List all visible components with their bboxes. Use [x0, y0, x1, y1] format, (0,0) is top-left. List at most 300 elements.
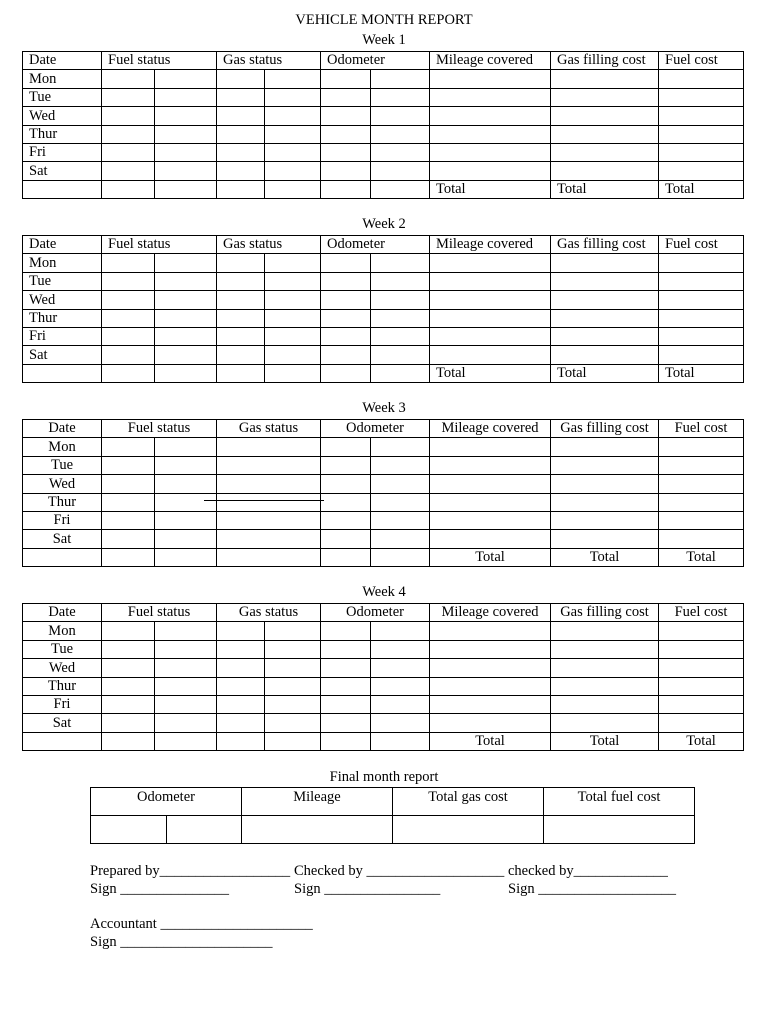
cell-divider — [264, 659, 265, 676]
table-cell — [23, 180, 102, 198]
table-cell: Fri — [23, 143, 102, 161]
checked-by-line: Checked by ___________________ — [294, 863, 505, 879]
sign-line-2: Sign ________________ — [294, 881, 441, 897]
table-cell — [217, 162, 321, 180]
cell-divider — [264, 273, 265, 290]
table-cell — [430, 309, 551, 327]
column-header: Gas filling cost — [551, 52, 659, 70]
table-cell: Sat — [23, 530, 102, 548]
table-cell — [321, 456, 430, 474]
table-cell — [430, 475, 551, 493]
cell-divider — [154, 530, 155, 547]
table-cell — [659, 456, 744, 474]
cell-divider — [154, 659, 155, 676]
cell-divider — [264, 107, 265, 124]
table-cell — [430, 714, 551, 732]
table-row — [23, 511, 744, 529]
table-cell — [551, 659, 659, 677]
week-label: Week 3 — [362, 400, 406, 416]
cell-divider — [264, 89, 265, 106]
table-cell — [659, 88, 744, 106]
table-cell — [430, 272, 551, 290]
cell-divider — [154, 696, 155, 713]
table-cell — [551, 291, 659, 309]
table-cell — [321, 291, 430, 309]
column-header: Fuel cost — [659, 236, 744, 254]
cell-divider — [264, 733, 265, 750]
cell-divider — [154, 622, 155, 639]
table-cell — [551, 438, 659, 456]
table-cell — [217, 327, 321, 345]
table-cell — [659, 511, 744, 529]
column-header: Odometer — [321, 236, 430, 254]
table-cell — [217, 677, 321, 695]
table-row — [23, 677, 744, 695]
table-cell — [551, 309, 659, 327]
table-cell — [430, 677, 551, 695]
cell-divider — [154, 310, 155, 327]
table-cell — [217, 291, 321, 309]
column-header: Mileage covered — [430, 236, 551, 254]
table-cell — [659, 475, 744, 493]
final-cell-odometer — [91, 816, 242, 844]
table-cell — [217, 272, 321, 290]
cell-divider — [154, 549, 155, 566]
table-cell — [217, 125, 321, 143]
column-header: Gas filling cost — [551, 420, 659, 438]
column-header: Fuel status — [102, 236, 217, 254]
column-header: Mileage covered — [430, 420, 551, 438]
cell-divider — [370, 162, 371, 179]
header-row — [23, 420, 744, 438]
column-header: Gas status — [217, 420, 321, 438]
table-cell — [430, 659, 551, 677]
table-cell: Thur — [23, 493, 102, 511]
cell-divider — [370, 438, 371, 455]
cell-divider — [370, 310, 371, 327]
table-cell — [430, 143, 551, 161]
table-cell — [102, 511, 217, 529]
column-header: Fuel cost — [659, 52, 744, 70]
column-header: Date — [23, 236, 102, 254]
cell-divider — [154, 346, 155, 363]
table-cell — [102, 143, 217, 161]
column-header: Gas filling cost — [551, 604, 659, 622]
table-row — [23, 180, 744, 198]
column-header: Gas status — [217, 236, 321, 254]
table-cell — [23, 548, 102, 566]
table-cell — [321, 438, 430, 456]
table-cell: Total — [430, 732, 551, 750]
cell-divider — [370, 181, 371, 198]
table-cell — [102, 659, 217, 677]
cell-divider — [264, 70, 265, 87]
table-cell — [659, 254, 744, 272]
table-cell — [102, 732, 217, 750]
cell-divider — [166, 816, 167, 843]
table-row — [23, 640, 744, 658]
table-row — [23, 143, 744, 161]
table-row — [23, 327, 744, 345]
table-cell — [217, 659, 321, 677]
table-cell — [430, 456, 551, 474]
cell-divider — [154, 494, 155, 511]
table-cell: Thur — [23, 125, 102, 143]
table-cell — [659, 695, 744, 713]
cell-divider — [264, 678, 265, 695]
table-cell — [217, 107, 321, 125]
table-cell — [102, 695, 217, 713]
table-cell: Total — [430, 180, 551, 198]
table-cell — [102, 493, 217, 511]
cell-divider — [264, 254, 265, 271]
column-header: Fuel cost — [659, 604, 744, 622]
table-row — [23, 70, 744, 88]
table-cell — [430, 327, 551, 345]
table-cell: Total — [551, 548, 659, 566]
final-header-total-fuel-cost: Total fuel cost — [544, 788, 695, 816]
cell-divider — [370, 512, 371, 529]
cell-divider — [154, 733, 155, 750]
table-cell — [102, 677, 217, 695]
table-cell — [23, 732, 102, 750]
table-cell — [102, 456, 217, 474]
table-row — [23, 493, 744, 511]
table-cell — [321, 254, 430, 272]
table-cell — [659, 677, 744, 695]
cell-divider — [264, 622, 265, 639]
table-cell: Total — [551, 364, 659, 382]
table-cell — [430, 70, 551, 88]
table-cell — [551, 272, 659, 290]
column-header: Mileage covered — [430, 52, 551, 70]
table-row — [23, 732, 744, 750]
table-cell — [551, 162, 659, 180]
table-cell: Total — [430, 548, 551, 566]
table-cell — [102, 125, 217, 143]
table-cell — [659, 493, 744, 511]
table-row — [23, 695, 744, 713]
cell-divider — [154, 273, 155, 290]
checked-by-2-line: checked by_____________ — [508, 863, 668, 879]
table-cell — [321, 640, 430, 658]
cell-divider — [264, 696, 265, 713]
table-cell — [102, 88, 217, 106]
table-cell: Fri — [23, 511, 102, 529]
table-cell — [217, 346, 321, 364]
final-header-total-gas-cost: Total gas cost — [393, 788, 544, 816]
table-cell — [217, 475, 321, 493]
table-cell — [430, 291, 551, 309]
cell-divider — [154, 365, 155, 382]
table-cell — [217, 70, 321, 88]
cell-divider — [264, 328, 265, 345]
table-cell — [430, 346, 551, 364]
table-cell — [659, 346, 744, 364]
table-cell — [102, 291, 217, 309]
table-cell — [659, 70, 744, 88]
column-header: Fuel status — [102, 420, 217, 438]
cell-divider — [370, 678, 371, 695]
table-cell — [551, 107, 659, 125]
table-cell — [217, 530, 321, 548]
table-cell — [321, 180, 430, 198]
table-cell: Total — [551, 732, 659, 750]
table-cell — [321, 695, 430, 713]
cell-divider — [370, 144, 371, 161]
cell-divider — [264, 291, 265, 308]
table-cell — [321, 475, 430, 493]
table-row — [23, 530, 744, 548]
final-header-odometer: Odometer — [91, 788, 242, 816]
week-label: Week 4 — [362, 584, 406, 600]
cell-divider — [154, 254, 155, 271]
cell-divider — [264, 641, 265, 658]
cell-divider — [370, 696, 371, 713]
table-row — [23, 548, 744, 566]
table-row — [23, 88, 744, 106]
table-cell — [551, 677, 659, 695]
table-cell — [430, 622, 551, 640]
column-header: Date — [23, 52, 102, 70]
week-table — [22, 235, 744, 383]
column-header: Gas status — [217, 604, 321, 622]
table-cell — [217, 695, 321, 713]
table-cell — [430, 640, 551, 658]
table-row — [23, 162, 744, 180]
table-cell — [321, 88, 430, 106]
column-header: Fuel status — [102, 52, 217, 70]
table-cell — [321, 659, 430, 677]
table-cell — [551, 511, 659, 529]
cell-divider — [264, 126, 265, 143]
cell-divider — [154, 714, 155, 731]
table-row — [23, 107, 744, 125]
table-row — [23, 254, 744, 272]
column-header: Fuel status — [102, 604, 217, 622]
table-cell — [321, 162, 430, 180]
table-cell — [217, 456, 321, 474]
table-cell: Fri — [23, 695, 102, 713]
cell-divider — [154, 126, 155, 143]
cell-divider — [370, 70, 371, 87]
table-cell: Mon — [23, 254, 102, 272]
table-row — [23, 272, 744, 290]
table-cell — [102, 327, 217, 345]
cell-divider — [154, 678, 155, 695]
cell-divider — [370, 89, 371, 106]
table-cell — [321, 493, 430, 511]
table-cell — [217, 309, 321, 327]
table-cell — [659, 107, 744, 125]
table-cell — [430, 162, 551, 180]
table-cell: Wed — [23, 291, 102, 309]
report-title: VEHICLE MONTH REPORT — [295, 12, 473, 28]
table-cell — [321, 346, 430, 364]
table-cell — [551, 143, 659, 161]
table-cell: Total — [659, 364, 744, 382]
table-cell — [659, 659, 744, 677]
column-header: Gas status — [217, 52, 321, 70]
table-cell — [321, 732, 430, 750]
cell-divider — [264, 365, 265, 382]
cell-divider — [264, 144, 265, 161]
table-cell: Tue — [23, 88, 102, 106]
table-cell — [102, 364, 217, 382]
cell-divider — [264, 310, 265, 327]
stray-line — [204, 500, 324, 501]
table-cell — [217, 640, 321, 658]
table-cell: Tue — [23, 272, 102, 290]
cell-divider — [370, 475, 371, 492]
table-cell — [551, 456, 659, 474]
week-table — [22, 603, 744, 751]
table-row — [23, 622, 744, 640]
table-cell — [551, 714, 659, 732]
cell-divider — [154, 641, 155, 658]
cell-divider — [264, 346, 265, 363]
table-cell: Sat — [23, 162, 102, 180]
table-cell — [102, 475, 217, 493]
table-cell — [551, 346, 659, 364]
cell-divider — [154, 457, 155, 474]
table-cell — [430, 438, 551, 456]
table-cell — [430, 125, 551, 143]
cell-divider — [264, 181, 265, 198]
column-header: Fuel cost — [659, 420, 744, 438]
table-cell — [217, 438, 321, 456]
table-cell — [102, 622, 217, 640]
table-cell: Total — [551, 180, 659, 198]
cell-divider — [154, 107, 155, 124]
table-cell: Mon — [23, 70, 102, 88]
column-header: Gas filling cost — [551, 236, 659, 254]
table-cell: Wed — [23, 107, 102, 125]
sign-line-3: Sign ___________________ — [508, 881, 676, 897]
table-cell — [321, 714, 430, 732]
final-report-title: Final month report — [329, 769, 439, 785]
table-cell — [430, 511, 551, 529]
table-cell — [102, 530, 217, 548]
week-label: Week 1 — [362, 32, 406, 48]
table-cell — [321, 125, 430, 143]
cell-divider — [370, 254, 371, 271]
table-cell — [102, 107, 217, 125]
table-cell — [321, 272, 430, 290]
table-cell — [102, 346, 217, 364]
cell-divider — [370, 291, 371, 308]
column-header: Date — [23, 604, 102, 622]
table-cell — [659, 143, 744, 161]
final-cell-mileage — [242, 816, 393, 844]
table-cell — [321, 364, 430, 382]
prepared-by-line: Prepared by__________________ — [90, 863, 291, 879]
table-cell — [659, 309, 744, 327]
table-cell — [659, 640, 744, 658]
cell-divider — [370, 346, 371, 363]
table-row — [23, 475, 744, 493]
cell-divider — [370, 457, 371, 474]
cell-divider — [154, 144, 155, 161]
table-cell — [102, 272, 217, 290]
table-row — [23, 346, 744, 364]
table-cell — [217, 511, 321, 529]
table-cell — [217, 493, 321, 511]
table-cell — [217, 88, 321, 106]
cell-divider — [154, 162, 155, 179]
column-header: Odometer — [321, 420, 430, 438]
cell-divider — [370, 126, 371, 143]
table-cell: Total — [430, 364, 551, 382]
table-cell — [551, 254, 659, 272]
header-row — [23, 236, 744, 254]
table-cell — [217, 714, 321, 732]
cell-divider — [370, 641, 371, 658]
table-cell — [659, 291, 744, 309]
table-cell: Thur — [23, 677, 102, 695]
table-row — [23, 714, 744, 732]
table-cell — [430, 530, 551, 548]
table-cell — [321, 70, 430, 88]
table-cell — [321, 309, 430, 327]
table-row — [23, 125, 744, 143]
cell-divider — [370, 273, 371, 290]
table-cell — [102, 640, 217, 658]
table-cell — [551, 493, 659, 511]
header-row — [23, 604, 744, 622]
column-header: Mileage covered — [430, 604, 551, 622]
table-cell: Thur — [23, 309, 102, 327]
table-cell — [102, 180, 217, 198]
table-row — [23, 291, 744, 309]
table-cell — [321, 548, 430, 566]
table-cell: Fri — [23, 327, 102, 345]
cell-divider — [370, 494, 371, 511]
cell-divider — [370, 622, 371, 639]
table-cell — [551, 530, 659, 548]
table-cell — [321, 511, 430, 529]
cell-divider — [370, 107, 371, 124]
table-cell — [217, 143, 321, 161]
table-cell — [551, 640, 659, 658]
table-cell — [551, 622, 659, 640]
table-cell — [321, 143, 430, 161]
cell-divider — [370, 714, 371, 731]
sign-line-1: Sign _______________ — [90, 881, 229, 897]
week-table — [22, 419, 744, 567]
column-header: Odometer — [321, 604, 430, 622]
table-cell — [321, 107, 430, 125]
table-row — [23, 456, 744, 474]
table-cell — [217, 254, 321, 272]
table-cell: Tue — [23, 456, 102, 474]
table-cell — [217, 364, 321, 382]
cell-divider — [154, 70, 155, 87]
table-cell: Sat — [23, 714, 102, 732]
table-cell — [551, 475, 659, 493]
cell-divider — [370, 365, 371, 382]
final-header-mileage: Mileage — [242, 788, 393, 816]
table-cell — [430, 493, 551, 511]
table-cell — [551, 695, 659, 713]
cell-divider — [264, 162, 265, 179]
table-cell — [430, 254, 551, 272]
table-cell — [430, 88, 551, 106]
table-cell — [551, 327, 659, 345]
table-cell: Wed — [23, 475, 102, 493]
table-cell — [217, 548, 321, 566]
table-cell: Sat — [23, 346, 102, 364]
